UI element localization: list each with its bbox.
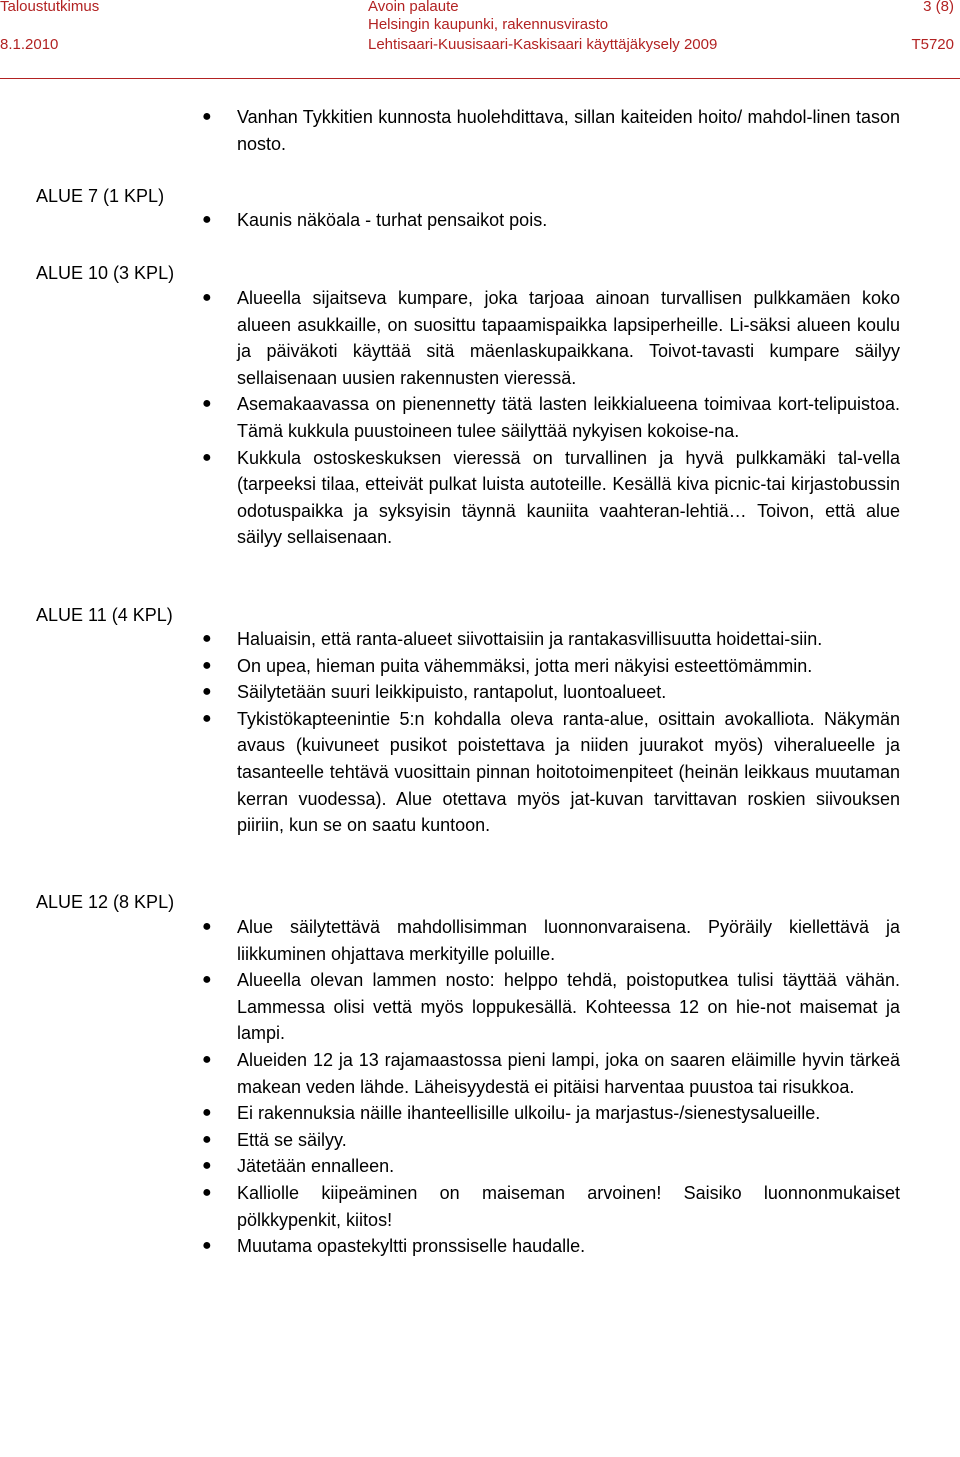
comment-list	[190, 626, 900, 839]
list-item: ● Kaunis näköala - turhat pensaikot pois.	[190, 207, 900, 234]
survey-title: Lehtisaari-Kuusisaari-Kaskisaari käyttäjäkysely 2009	[368, 36, 718, 53]
bullet-icon: ●	[202, 395, 212, 413]
project-code: T5720	[911, 36, 954, 53]
bullet-icon: ●	[202, 683, 212, 701]
bullet-icon: ●	[202, 1157, 212, 1175]
list-item: ● Kalliolle kiipeäminen on maiseman arvoinen! Saisiko luonnonmukaiset pölkkypenkit, kiitos!	[190, 1180, 900, 1233]
comment-list	[190, 207, 900, 234]
header-date: 8.1.2010	[0, 36, 59, 53]
list-item: ● Säilytetään suuri leikkipuisto, rantapolut, luontoalueet.	[190, 679, 900, 706]
list-item: ● On upea, hieman puita vähemmäksi, jotta meri näkyisi esteettömämmin.	[190, 653, 900, 680]
list-item: ● Alueiden 12 ja 13 rajamaastossa pieni lampi, joka on saaren eläimille hyvin tärkeä makean veden lähde. Läheisyydestä ei pitäisi harventaa puustoa tai risukkoa.	[190, 1047, 900, 1100]
list-item: ● Tykistökapteenintie 5:n kohdalla oleva ranta-alue, osittain avokalliota. Näkymän avaus (kuivuneet pusikot poistettava ja niiden juurakot myös) viheralueelle ja tasanteelle tehtävä vuosittain pinnan hoitotoimenpiteet (heinän leikkaus muutaman kerran vuodessa). Alue otettava myös jat-kuvan tarvittavan roskien siivouksen piiriin, kun se on saatu kuntoon.	[190, 706, 900, 839]
bullet-icon: ●	[202, 108, 212, 125]
bullet-icon: ●	[202, 709, 212, 727]
header-divider	[0, 78, 960, 79]
bullet-icon: ●	[202, 656, 212, 674]
bullet-icon: ●	[202, 1104, 212, 1122]
list-item: ● Muutama opastekyltti pronssiselle haudalle.	[190, 1233, 900, 1260]
section-label: ALUE 10 (3 KPL)	[36, 263, 175, 283]
list-item: ● Alueella olevan lammen nosto: helppo tehdä, poistoputkea tulisi täyttää vähän. Lammessa olisi vettä myös loppukesällä. Kohteessa 12 on hie-not maisemat ja lampi.	[190, 967, 900, 1047]
section-label: ALUE 12 (8 KPL)	[36, 892, 175, 912]
bullet-icon: ●	[202, 289, 212, 306]
list-item: ● Alueella sijaitseva kumpare, joka tarjoaa ainoan turvallisen pulkkamäen koko alueen asukkaille, on suosittu tapaamispaikka lapsiperheille. Li-säksi alueen koulu ja päiväkoti käyttää sitä mäenlaskupaikkana. Toivot-tavasti kumpare säilyy sellaisenaan uusien rakennusten vieressä.	[190, 285, 900, 391]
section-label: ALUE 7 (1 KPL)	[36, 186, 165, 206]
client-name: Helsingin kaupunki, rakennusvirasto	[368, 16, 609, 33]
page-header	[0, 0, 960, 80]
comment-list	[190, 285, 900, 551]
bullet-icon: ●	[202, 1050, 212, 1068]
comment-list	[190, 914, 900, 1260]
company-name: Taloustutkimus	[0, 0, 100, 15]
bullet-icon: ●	[202, 1183, 212, 1201]
bullet-icon: ●	[202, 630, 212, 647]
bullet-icon: ●	[202, 918, 212, 935]
document-type: Avoin palaute	[368, 0, 459, 15]
list-item: ● Asemakaavassa on pienennetty tätä lasten leikkialueena toimivaa kort-telipuistoa. Tämä kukkula puustoineen tulee säilyttää nykyisen kokoise-na.	[190, 391, 900, 444]
list-item: ● Haluaisin, että ranta-alueet siivottaisiin ja rantakasvillisuutta hoidettai-siin.	[190, 626, 900, 653]
list-item: ● Alue säilytettävä mahdollisimman luonnonvaraisena. Pyöräily kiellettävä ja liikkuminen ohjattava merkityille poluille.	[190, 914, 900, 967]
bullet-icon: ●	[202, 448, 212, 466]
list-item: ● Että se säilyy.	[190, 1127, 900, 1154]
bullet-icon: ●	[202, 1237, 212, 1255]
bullet-icon: ●	[202, 971, 212, 989]
bullet-icon: ●	[202, 1130, 212, 1148]
list-item: ● Jätetään ennalleen.	[190, 1153, 900, 1180]
comment-list	[190, 104, 900, 157]
list-item: ● Kukkula ostoskeskuksen vieressä on turvallinen ja hyvä pulkkamäki tal-vella (tarpeeksi tilaa, etteivät pulkat luista autoteille. Kesällä kiva picnic-tai kirjastobussin odotuspaikka ja syksyisin täynnä kauniita vaahteran-lehtiä… Toivon, että alue säilyy sellaisenaan.	[190, 445, 900, 551]
list-item: ● Vanhan Tykkitien kunnosta huolehdittava, sillan kaiteiden hoito/ mahdol-linen tason nosto.	[190, 104, 900, 157]
section-label: ALUE 11 (4 KPL)	[36, 605, 173, 625]
page-number: 3 (8)	[923, 0, 954, 15]
list-item: ● Ei rakennuksia näille ihanteellisille ulkoilu- ja marjastus-/sienestysalueille.	[190, 1100, 900, 1127]
bullet-icon: ●	[202, 211, 212, 228]
